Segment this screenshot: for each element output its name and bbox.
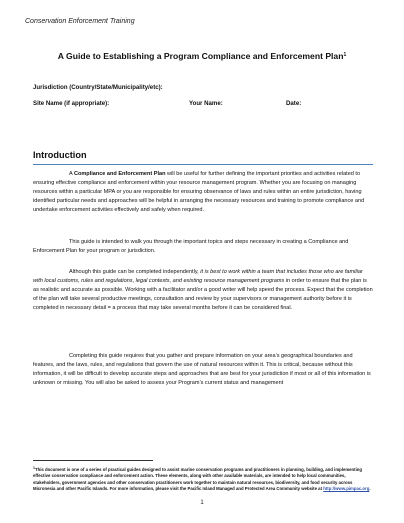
site-name-field-label: Site Name (if appropriate): <box>33 100 110 107</box>
footnote <box>33 465 373 492</box>
footnote-end: . <box>369 485 371 491</box>
p1-rest: will be useful for further defining the important priorities and activities related to ensuring effective compliance and enforcement within your resource management program. Whether you are focusing on managing resources within a particular MPA or you are responsible for ensuring observance of laws and rules within an entire jurisdiction, having identified particular needs and approaches will be helpful in arranging the necessary resources and training to promote compliance and undertake enforcement activities effectively and safely when required. <box>33 171 365 214</box>
document-title <box>0 51 404 61</box>
heading-rule <box>33 164 373 165</box>
intro-paragraph-4: Completing this guide requires that you gather and prepare information on your area’s geographical boundaries and features, and the laws, rules, and regulations that govern the use of natural resources within it. This is critical, because without this information, it will be difficult to develop accurate steps and approaches that are best for your jurisdiction if most or all of this information is unknown or missing. You will also be asked to assess your Program’s current status and management <box>33 353 371 387</box>
p3-italic: it is best to work within a team that includes those who are familiar with local customs, rules and regulations, legal contexts, and existing resource management programs <box>33 269 363 285</box>
footnote-separator <box>33 460 153 461</box>
intro-paragraph-1 <box>33 170 373 215</box>
pimpac-website-link[interactable]: http://www.pimpac.org <box>323 485 370 491</box>
footnote-number: 1 <box>33 466 35 470</box>
document-title-text: A Guide to Establishing a Program Compliance and Enforcement Plan <box>57 51 344 61</box>
intro-paragraph-3 <box>33 268 373 313</box>
page-number: 1 <box>200 500 204 506</box>
title-footnote-ref: 1 <box>343 52 347 58</box>
p1-bold-term: Compliance and Enforcement Plan <box>73 171 166 177</box>
p3-rest: in order to ensure that the plan is as realistic and accurate as possible. Working with a facilitator and/or a good writer will help speed the process. Expect that the completion of the plan will take several productive meetings, consultation and review by your supervisors or management authority before it is completed in necessary detail = a process that may take several months before it can be considered final. <box>33 278 373 312</box>
p1-lead: A <box>69 171 74 177</box>
date-field-label: Date: <box>286 100 302 107</box>
jurisdiction-field-label: Jurisdiction (Country/State/Municipality/etc): <box>33 84 163 91</box>
introduction-heading: Introduction <box>33 150 87 160</box>
p3-lead: Although this guide can be completed independently, <box>69 269 201 275</box>
your-name-field-label: Your Name: <box>189 100 223 107</box>
running-header: Conservation Enforcement Training <box>25 18 135 25</box>
intro-paragraph-2: This guide is intended to walk you through the important topics and steps necessary in creating a Compliance and Enforcement Plan for your program or jurisdiction. <box>33 239 349 255</box>
footnote-text: This document is one of a series of practical guides designed to assist marine conservation programs and practitioners in planning, building, and implementing effective conservation compliance and enforcement action. These elements, along with other available materials, are intended to help local communities, stakeholders, government agencies and other conservation practitioners work together to maintain natural resources, biodiversity, and food security across Micronesia and other Pacific Islands. For more information, please visit the Pacific Island Managed and Protected Area Community website at <box>33 467 363 491</box>
